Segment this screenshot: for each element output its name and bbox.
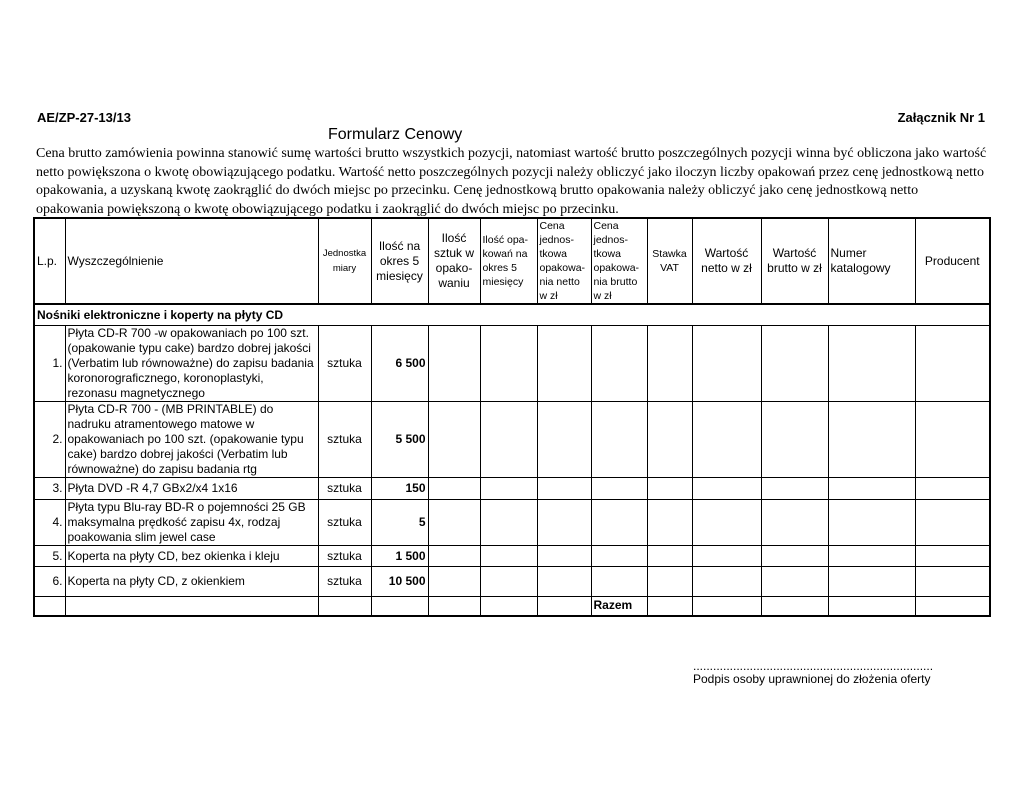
form-title: Formularz Cenowy [328,126,463,143]
row-unit: sztuka [318,567,371,597]
row-lp: 4. [34,500,65,546]
section-title: Nośniki elektroniczne i koperty na płyty CD [34,304,990,326]
total-label: Razem [591,597,647,616]
col-unit-header: Jednostka miary [318,218,371,304]
row-unit: sztuka [318,500,371,546]
row-unit: sztuka [318,402,371,478]
signature-line: ........................................................................ [693,659,934,673]
row-lp: 2. [34,402,65,478]
row-desc: Płyta DVD -R 4,7 GBx2/x4 1x16 [65,478,318,500]
total-row [34,597,990,616]
table-row [34,402,990,478]
col-vat-header: Stawka VAT [647,218,692,304]
row-desc: Płyta CD-R 700 -w opakowaniach po 100 szt. (opakowanie typu cake) bardzo dobrej jakości (Verbatim lub równoważne) do zapisu badania koronorograficznego, koronoplastyki, rezonasu magnetycznego [65,326,318,402]
row-desc: Koperta na płyty CD, bez okienka i kleju [65,546,318,567]
col-desc-header: Wyszczególnienie [65,218,318,304]
row-desc: Płyta CD-R 700 - (MB PRINTABLE) do nadruku atramentowego matowe w opakowaniach po 100 szt. (opakowanie typu cake) bardzo dobrej jakości (Verbatim lub równoważne) do zapisu badania rtg [65,402,318,478]
row-qty: 10 500 [371,567,428,597]
row-qty: 5 [371,500,428,546]
row-qty: 150 [371,478,428,500]
signature-block [693,660,933,686]
col-gross-price-header: Cena jednos-tkowa opakowa-nia brutto w zł [591,218,647,304]
row-lp: 6. [34,567,65,597]
table-row [34,478,990,500]
row-desc: Płyta typu Blu-ray BD-R o pojemności 25 GB maksymalna prędkość zapisu 4x, rodzaj poakowania slim jewel case [65,500,318,546]
col-gross-value-header: Wartość brutto w zł [761,218,828,304]
section-row [34,304,990,326]
col-net-price-header: Cena jednos-tkowa opakowa-nia netto w zł [537,218,591,304]
document-code: AE/ZP-27-13/13 [37,110,131,125]
table-row [34,567,990,597]
col-packs-header: Ilość opa-kowań na okres 5 miesięcy [480,218,537,304]
col-catalog-header: Numer katalogowy [828,218,915,304]
annex-label: Załącznik Nr 1 [897,110,985,125]
signature-caption: Podpis osoby uprawnionej do złożenia oferty [693,672,931,686]
row-unit: sztuka [318,478,371,500]
row-qty: 1 500 [371,546,428,567]
col-qty-header: Ilość na okres 5 miesięcy [371,218,428,304]
intro-paragraph: Cena brutto zamówienia powinna stanowić sumę wartości brutto wszystkich pozycji, natomiast wartość brutto poszczególnych pozycji winna być obliczona jako wartość netto powiększona o kwotę obowiązującego podatku. Wartość netto poszczególnych pozycji należy obliczyć jako iloczyn liczby opakowań przez cenę jednostkową netto opakowania, a uzyskaną kwotę zaokrąglić do dwóch miejsc po przecinku. Cenę jednostkową brutto opakowania należy obliczyć jako cenę jednostkową netto opakowania powiększoną o kwotę obowiązującego podatku i zaokrąglić do dwóch miejsc po przecinku. [36,146,987,217]
row-lp: 5. [34,546,65,567]
col-net-value-header: Wartość netto w zł [692,218,761,304]
col-lp-header: L.p. [34,218,65,304]
row-unit: sztuka [318,546,371,567]
table-row [34,500,990,546]
row-unit: sztuka [318,326,371,402]
row-qty: 5 500 [371,402,428,478]
col-producer-header: Producent [915,218,990,304]
row-desc: Koperta na płyty CD, z okienkiem [65,567,318,597]
col-per-pack-header: Ilość sztuk w opako-waniu [428,218,480,304]
header-row [34,218,990,304]
table-row [34,326,990,402]
table-row [34,546,990,567]
row-lp: 1. [34,326,65,402]
row-qty: 6 500 [371,326,428,402]
row-lp: 3. [34,478,65,500]
price-table [33,217,991,617]
